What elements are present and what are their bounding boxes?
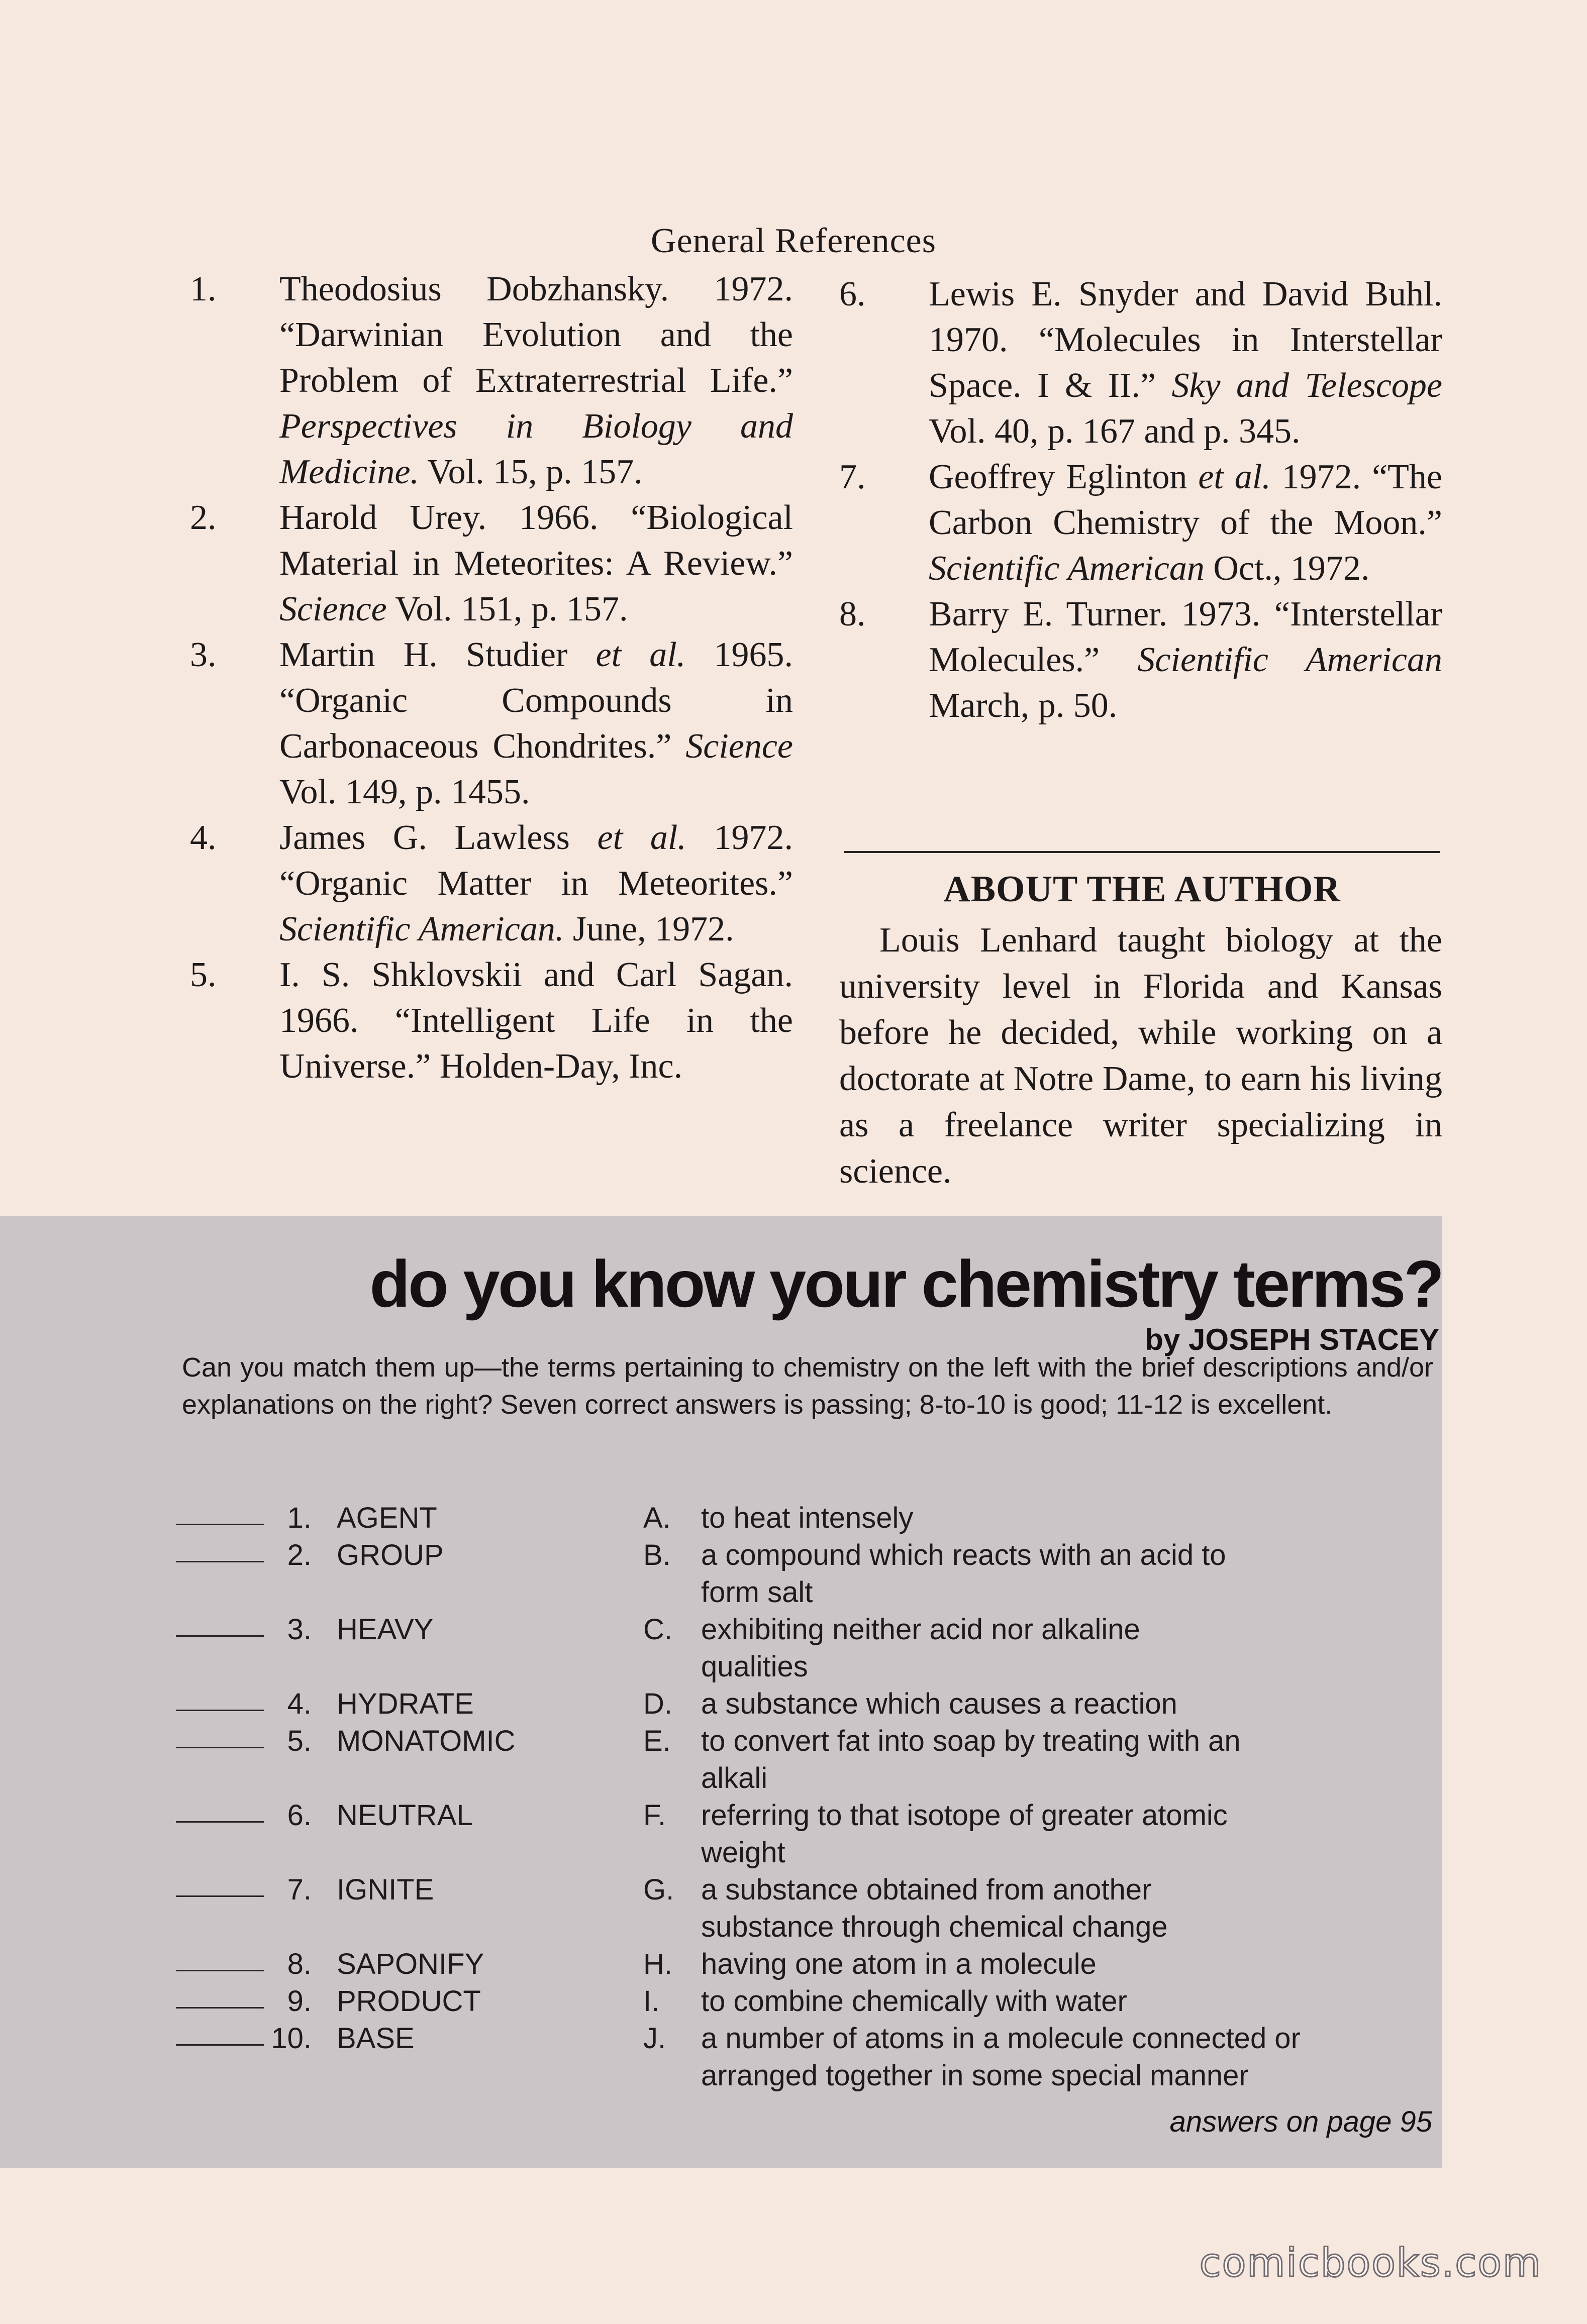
definition-text: exhibiting neither acid nor alkaline qualities <box>701 1613 1140 1683</box>
reference-number: 2. <box>190 498 217 537</box>
answer-blank <box>176 1710 264 1711</box>
definition-text: referring to that isotope of greater atomic weight <box>701 1799 1228 1869</box>
reference-journal: Scientific American. <box>279 910 564 948</box>
reference-text: Vol. 40, p. 167 and p. 345. <box>929 412 1301 451</box>
reference-etal: et al. <box>597 818 686 857</box>
reference-text: March, p. 50. <box>929 686 1118 725</box>
reference-journal: Perspectives in Biology and Medicine. <box>279 407 793 491</box>
reference-journal: Science <box>279 590 387 628</box>
reference-number: 6. <box>839 275 866 313</box>
reference-journal: Scientific American <box>929 549 1205 588</box>
term-label: HEAVY <box>337 1613 434 1646</box>
definition-letter: E. <box>643 1725 671 1757</box>
reference-number: 5. <box>190 956 217 994</box>
definition-text: a compound which reacts with an acid to form salt <box>701 1539 1226 1609</box>
definition-letter: D. <box>643 1687 672 1720</box>
reference-item <box>839 271 1442 454</box>
reference-item <box>839 454 1442 591</box>
reference-text: 1965. “Organic Compounds in Carbonaceous Chondrites.” <box>279 636 793 766</box>
reference-text: Harold Urey. 1966. “Biological Material in Meteorites: A Review.” <box>279 498 793 583</box>
reference-text: Martin H. Studier <box>279 636 596 674</box>
reference-journal: Scientific American <box>1137 641 1443 679</box>
definition-letter: A. <box>643 1502 671 1534</box>
term-label: IGNITE <box>337 1873 434 1906</box>
term-number: 1. <box>287 1502 312 1534</box>
answer-blank <box>176 2044 264 2046</box>
definition-text: to combine chemically with water <box>701 1985 1127 2018</box>
definition-text: to convert fat into soap by treating with an alkali <box>701 1725 1241 1794</box>
term-number: 2. <box>287 1539 312 1571</box>
definition-letter: I. <box>643 1985 660 2018</box>
reference-item <box>190 952 793 1089</box>
term-label: NEUTRAL <box>337 1799 473 1832</box>
site-watermark: comicbooks.com <box>1199 2241 1542 2286</box>
term-number: 10. <box>271 2022 312 2055</box>
term-number: 5. <box>287 1725 312 1757</box>
term-number: 3. <box>287 1613 312 1646</box>
answer-blank <box>176 1561 264 1562</box>
about-author-text: Louis Lenhard taught biology at the university level in Florida and Kansas before he decided, while working on a doctorate at Notre Dame, to earn his living as a freelance writer specializing in science. <box>839 921 1442 1191</box>
references-right-column <box>839 271 1442 728</box>
term-label: SAPONIFY <box>337 1948 484 1980</box>
definition-letter: B. <box>643 1539 671 1571</box>
section-divider <box>844 851 1440 853</box>
term-number: 7. <box>287 1873 312 1906</box>
reference-journal: Science <box>685 727 793 766</box>
term-number: 6. <box>287 1799 312 1832</box>
term-label: AGENT <box>337 1502 437 1534</box>
reference-item <box>190 632 793 815</box>
reference-number: 4. <box>190 818 217 857</box>
reference-text: Geoffrey Eglinton <box>929 458 1199 496</box>
definition-letter: H. <box>643 1948 672 1980</box>
reference-text: Oct., 1972. <box>1204 549 1370 588</box>
reference-journal: Sky and Telescope <box>1171 366 1442 405</box>
about-author-heading: ABOUT THE AUTHOR <box>943 869 1341 910</box>
reference-number: 8. <box>839 595 866 633</box>
answer-blank <box>176 1524 264 1525</box>
reference-text: June, 1972. <box>564 910 734 948</box>
references-heading: General References <box>651 222 936 260</box>
chemistry-quiz-box <box>0 1216 1442 2168</box>
term-label: HYDRATE <box>337 1687 474 1720</box>
answer-blank <box>176 2007 264 2009</box>
term-label: PRODUCT <box>337 1985 481 2018</box>
definition-text: having one atom in a molecule <box>701 1948 1097 1980</box>
definition-letter: G. <box>643 1873 674 1906</box>
references-left-column <box>190 266 793 1089</box>
reference-text: Lewis E. Snyder and David Buhl. 1970. “Molecules in Interstellar Space. I & II.” <box>929 275 1442 405</box>
reference-item <box>190 815 793 952</box>
term-label: GROUP <box>337 1539 444 1571</box>
quiz-matching-list <box>176 1500 1432 2102</box>
answers-note: answers on page 95 <box>1169 2105 1432 2138</box>
reference-etal: et al. <box>1198 458 1271 496</box>
answer-blank <box>176 1747 264 1748</box>
definition-text: a number of atoms in a molecule connected or arranged together in some special manner <box>701 2022 1301 2092</box>
reference-number: 3. <box>190 636 217 674</box>
term-label: MONATOMIC <box>337 1725 516 1757</box>
reference-text: 1972. “The Carbon Chemistry of the Moon.” <box>929 458 1442 542</box>
reference-item <box>839 591 1442 728</box>
definition-text: to heat intensely <box>701 1502 914 1534</box>
answer-blank <box>176 1895 264 1897</box>
reference-text: Theodosius Dobzhansky. 1972. “Darwinian Evolution and the Problem of Extraterrestrial Life.” <box>279 270 793 400</box>
reference-item <box>190 266 793 495</box>
reference-text: James G. Lawless <box>279 818 598 857</box>
answer-blank <box>176 1970 264 1971</box>
quiz-byline: by JOSEPH STACEY <box>1145 1323 1439 1356</box>
reference-text: Vol. 151, p. 157. <box>386 590 628 628</box>
term-number: 4. <box>287 1687 312 1720</box>
answer-blank <box>176 1635 264 1637</box>
definition-letter: C. <box>643 1613 672 1646</box>
reference-number: 7. <box>839 458 866 496</box>
term-number: 8. <box>287 1948 312 1980</box>
definition-text: a substance which causes a reaction <box>701 1687 1177 1720</box>
answer-blank <box>176 1821 264 1823</box>
reference-text: Vol. 149, p. 1455. <box>279 773 530 811</box>
quiz-title: do you know your chemistry terms? <box>369 1247 1442 1321</box>
reference-text: 1972. “Organic Matter in Meteorites.” <box>279 818 793 903</box>
reference-item <box>190 495 793 632</box>
reference-text: I. S. Shklovskii and Carl Sagan. 1966. “Intelligent Life in the Universe.” Holden-Day, Inc. <box>279 956 793 1086</box>
quiz-intro: Can you match them up—the terms pertaining to chemistry on the left with the brief descriptions and/or explanations on the right? Seven correct answers is passing; 8-to-10 is good; 11-12 is excellent. <box>182 1352 1433 1420</box>
definition-letter: J. <box>643 2022 666 2055</box>
definition-letter: F. <box>643 1799 666 1832</box>
reference-number: 1. <box>190 270 217 308</box>
reference-etal: et al. <box>596 636 686 674</box>
reference-text: Vol. 15, p. 157. <box>419 453 643 491</box>
term-number: 9. <box>287 1985 312 2018</box>
definition-text: a substance obtained from another substance through chemical change <box>701 1873 1168 1943</box>
term-label: BASE <box>337 2022 415 2055</box>
reference-text: Barry E. Turner. 1973. “Interstellar Molecules.” <box>929 595 1442 679</box>
